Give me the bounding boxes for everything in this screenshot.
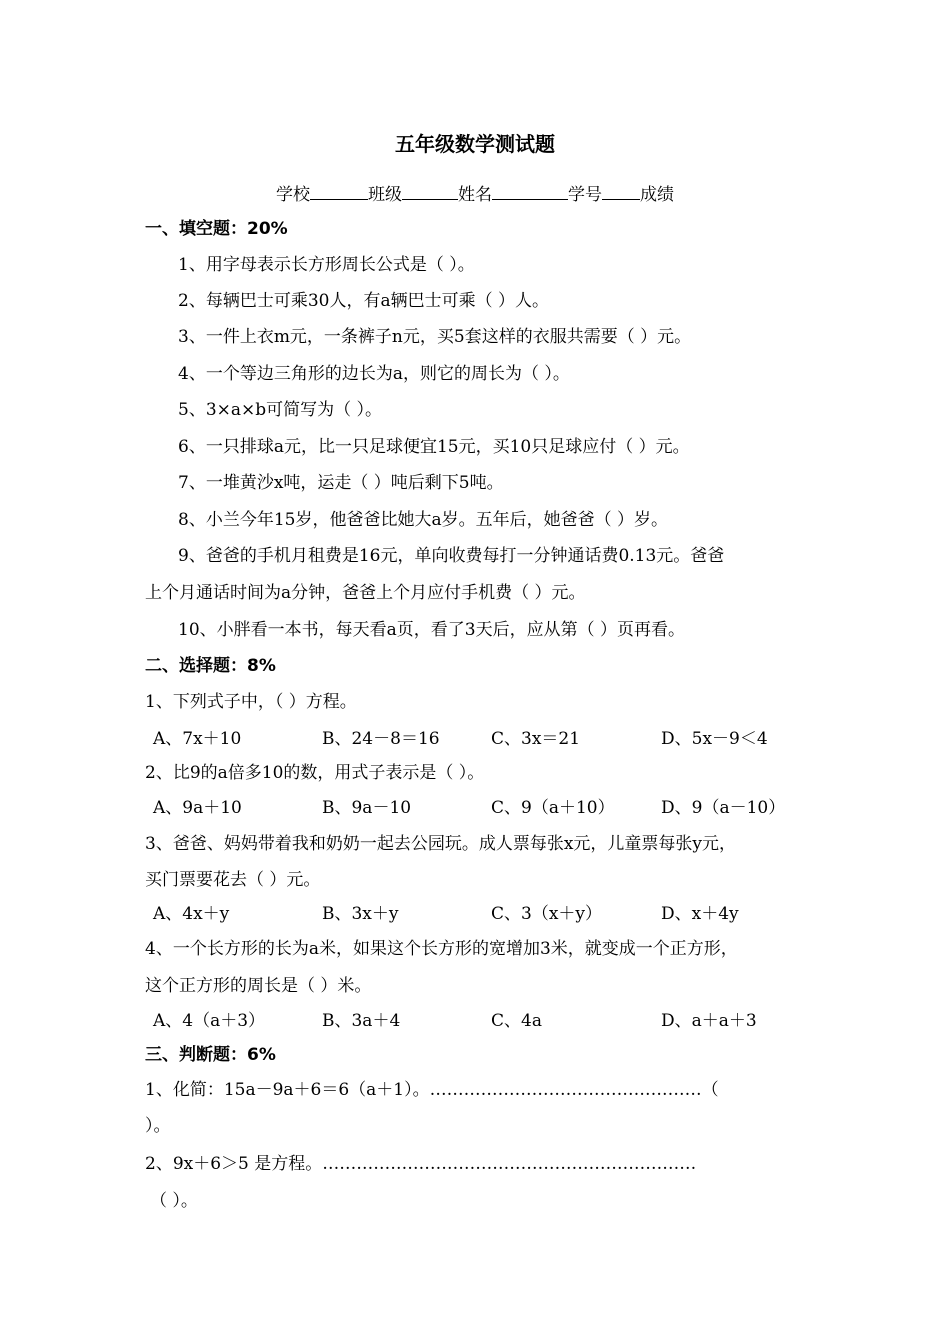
choice-2-option-d[interactable]: D、9（a－10）	[661, 798, 786, 818]
choice-2-option-b[interactable]: B、9a－10	[322, 798, 412, 818]
number-blank[interactable]	[602, 181, 640, 200]
choice-3-option-b[interactable]: B、3x＋y	[322, 904, 399, 924]
judge-question-2-line-1: 2、9x＋6＞5 是方程。…………………………………………………………	[145, 1154, 697, 1174]
fill-question-1: 1、用字母表示长方形周长公式是（ ）。	[178, 255, 475, 275]
score-label: 成绩	[640, 185, 674, 205]
choice-3-option-c[interactable]: C、3（x＋y）	[491, 904, 603, 924]
fill-question-2: 2、每辆巴士可乘30人，有a辆巴士可乘（ ）人。	[178, 291, 549, 311]
choice-1-option-b[interactable]: B、24－8＝16	[322, 729, 440, 749]
choice-4-option-b[interactable]: B、3a＋4	[322, 1011, 401, 1031]
choice-4-option-c[interactable]: C、4a	[491, 1011, 542, 1031]
choice-question-1: 1、下列式子中，（ ）方程。	[145, 692, 357, 712]
class-label: 班级	[368, 185, 402, 205]
choice-1-option-d[interactable]: D、5x－9＜4	[661, 729, 768, 749]
choice-4-option-d[interactable]: D、a＋a＋3	[661, 1011, 757, 1031]
choice-question-2: 2、比9的a倍多10的数，用式子表示是（ ）。	[145, 763, 485, 783]
choice-question-3-line-1: 3、爸爸、妈妈带着我和奶奶一起去公园玩。成人票每张x元，儿童票每张y元，	[145, 834, 737, 854]
choice-3-option-d[interactable]: D、x＋4y	[661, 904, 739, 924]
fill-question-4: 4、一个等边三角形的边长为a，则它的周长为（ ）。	[178, 364, 570, 384]
choice-question-3-line-2: 买门票要花去（ ）元。	[145, 870, 321, 890]
choice-question-4-line-1: 4、一个长方形的长为a米，如果这个长方形的宽增加3米，就变成一个正方形，	[145, 939, 738, 959]
fill-question-8: 8、小兰今年15岁，他爸爸比她大a岁。五年后，她爸爸（ ）岁。	[178, 510, 668, 530]
choice-2-option-a[interactable]: A、9a＋10	[153, 798, 242, 818]
fill-question-9-line-2: 上个月通话时间为a分钟，爸爸上个月应付手机费（ ）元。	[145, 583, 586, 603]
section-heading-choice: 二、选择题：8%	[145, 656, 276, 676]
fill-question-9-line-1: 9、爸爸的手机月租费是16元，单向收费每打一分钟通话费0.13元。爸爸	[178, 546, 725, 566]
school-blank[interactable]	[310, 181, 368, 200]
fill-question-5: 5、3×a×b可简写为（ ）。	[178, 400, 383, 420]
fill-question-6: 6、一只排球a元，比一只足球便宜15元，买10只足球应付（ ）元。	[178, 437, 690, 457]
fill-question-3: 3、一件上衣m元，一条裤子n元，买5套这样的衣服共需要（ ）元。	[178, 327, 692, 347]
number-label: 学号	[568, 185, 602, 205]
choice-1-option-a[interactable]: A、7x＋10	[153, 729, 242, 749]
student-info-line	[0, 180, 950, 205]
judge-question-2-line-2: （ ）。	[150, 1191, 198, 1211]
section-heading-fill-blank: 一、填空题：20%	[145, 219, 288, 239]
choice-4-option-a[interactable]: A、4（a＋3）	[153, 1011, 266, 1031]
section-heading-true-false: 三、判断题：6%	[145, 1045, 276, 1065]
fill-question-10: 10、小胖看一本书，每天看a页，看了3天后，应从第（ ）页再看。	[178, 620, 685, 640]
judge-question-1-line-1: 1、化简：15a－9a＋6＝6（a＋1）。…………………………………………（	[145, 1080, 719, 1100]
choice-question-4-line-2: 这个正方形的周长是（ ）米。	[145, 976, 372, 996]
class-blank[interactable]	[402, 181, 458, 200]
judge-question-1-line-2: ）。	[145, 1116, 171, 1136]
fill-question-7: 7、一堆黄沙x吨，运走（ ）吨后剩下5吨。	[178, 473, 504, 493]
page-title: 五年级数学测试题	[395, 132, 555, 156]
name-label: 姓名	[458, 185, 492, 205]
name-blank[interactable]	[492, 181, 568, 200]
choice-2-option-c[interactable]: C、9（a＋10）	[491, 798, 615, 818]
choice-3-option-a[interactable]: A、4x＋y	[153, 904, 230, 924]
choice-1-option-c[interactable]: C、3x＝21	[491, 729, 581, 749]
school-label: 学校	[276, 185, 310, 205]
